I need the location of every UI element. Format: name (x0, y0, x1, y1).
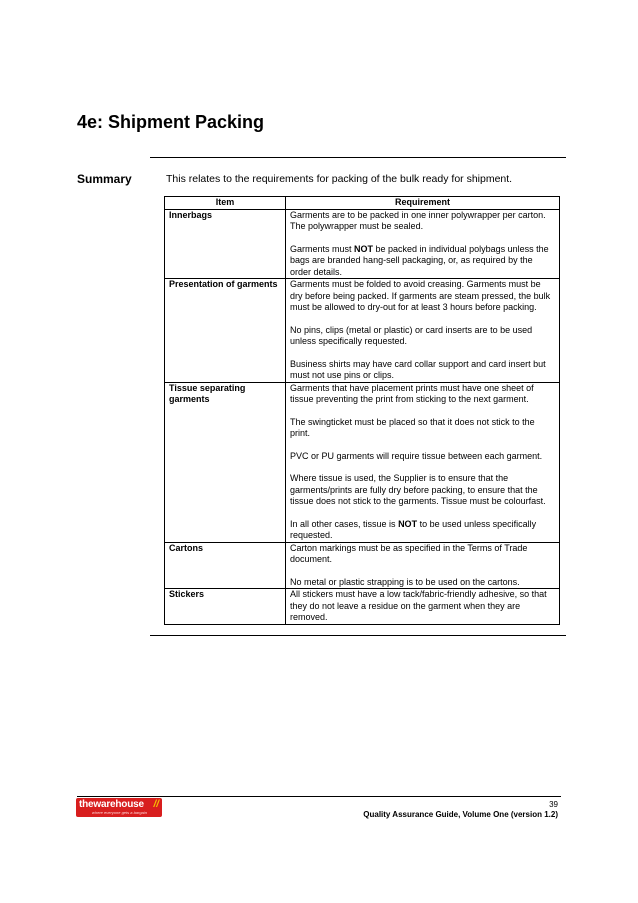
requirement-paragraph: No metal or plastic strapping is to be used on the cartons. (290, 576, 520, 587)
requirement-paragraph: Garments must be folded to avoid creasing. Garments must be dry before being packed. If garments are steam pressed, the bulk must be allowed to dry-out for at least 3 hours before packing. (290, 279, 551, 312)
warehouse-logo (76, 798, 162, 817)
item-cell: Tissue separating garments (165, 382, 286, 542)
table-row (165, 589, 560, 625)
column-header-item: Item (165, 197, 286, 210)
summary-text: This relates to the requirements for packing of the bulk ready for shipment. (166, 173, 513, 185)
page-number: 39 (549, 800, 558, 809)
requirement-paragraph: No pins, clips (metal or plastic) or card inserts are to be used unless specifically requested. (290, 324, 533, 346)
requirement-paragraph: All stickers must have a low tack/fabric-friendly adhesive, so that they do not leave a residue on the garment when they are removed. (290, 589, 547, 622)
table-row (165, 209, 560, 279)
table-row (165, 279, 560, 383)
requirement-paragraph: Carton markings must be as specified in the Terms of Trade document. (290, 542, 528, 564)
section-bottom-rule (150, 635, 566, 636)
requirements-table (164, 196, 560, 625)
requirements-table-body (165, 209, 560, 624)
requirement-paragraph: PVC or PU garments will require tissue between each garment. (290, 450, 543, 461)
table-header-row (165, 197, 560, 210)
section-top-rule (150, 157, 566, 158)
requirement-cell (286, 542, 560, 589)
requirement-paragraph: Business shirts may have card collar support and card insert but must not use pins or clips. (290, 358, 546, 380)
item-cell: Cartons (165, 542, 286, 589)
requirement-cell (286, 382, 560, 542)
logo-slash-mark: // (153, 799, 159, 810)
logo-wordmark: thewarehouse (79, 799, 144, 810)
requirement-paragraph: Garments are to be packed in one inner polywrapper per carton. The polywrapper must be sealed. (290, 209, 546, 231)
page-title: 4e: Shipment Packing (77, 112, 265, 132)
table-row (165, 382, 560, 542)
requirement-paragraph: Garments must NOT be packed in individual polybags unless the bags are branded hang-sell packaging, or, as required by the order details. (290, 243, 549, 277)
requirement-paragraph: Garments that have placement prints must have one sheet of tissue preventing the print from sticking to the next garment. (290, 382, 534, 404)
requirement-cell (286, 279, 560, 383)
item-cell: Presentation of garments (165, 279, 286, 383)
requirement-paragraph: The swingticket must be placed so that it does not stick to the print. (290, 416, 535, 438)
requirement-paragraph: In all other cases, tissue is NOT to be used unless specifically requested. (290, 518, 537, 540)
logo-tagline: where everyone gets a bargain (92, 810, 147, 815)
item-cell: Innerbags (165, 209, 286, 279)
summary-heading: Summary (77, 172, 132, 186)
footer-rule (77, 796, 561, 797)
table-row (165, 542, 560, 589)
requirement-paragraph: Where tissue is used, the Supplier is to ensure that the garments/prints are fully dry before packing, to ensure that the tissue does not stick to the garments. Tissue must be colourfast. (290, 473, 546, 506)
column-header-requirement: Requirement (286, 197, 560, 210)
requirement-cell (286, 589, 560, 625)
requirement-cell (286, 209, 560, 279)
document-title: Quality Assurance Guide, Volume One (version 1.2) (363, 810, 558, 819)
item-cell: Stickers (165, 589, 286, 625)
